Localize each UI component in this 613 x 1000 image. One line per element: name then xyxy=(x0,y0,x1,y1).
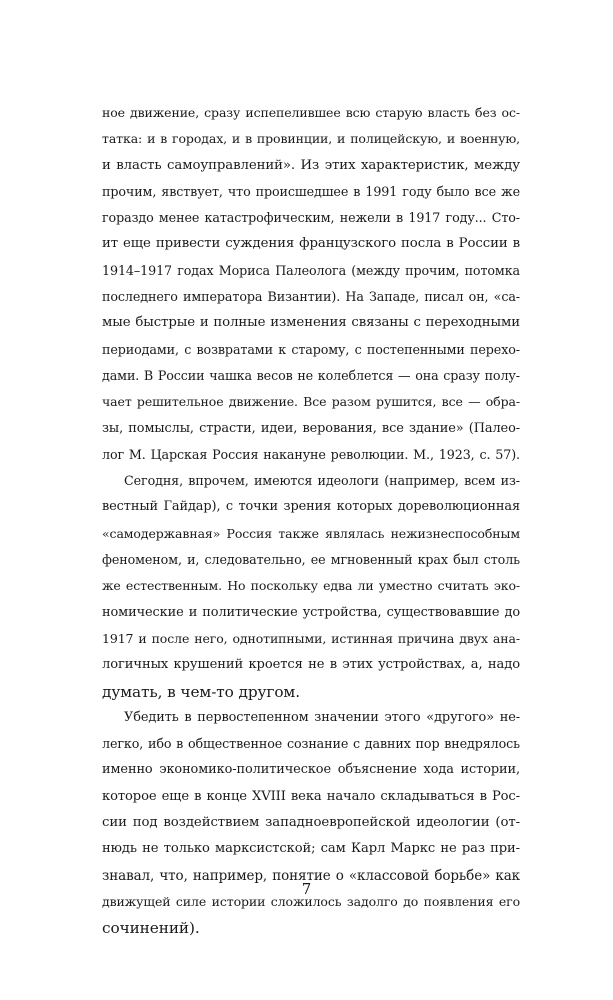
text-line: ит еще привести суждения французского посла в России в xyxy=(102,236,520,252)
page-number: 7 xyxy=(301,880,312,898)
text-line: дами. В России чашка весов не колеблется — она сразу полу- xyxy=(102,367,520,383)
text-line: чает решительное движение. Все разом рушится, все — обра- xyxy=(102,394,520,410)
text-line: «самодержавная» Россия также являлась нежизнеспособным xyxy=(102,525,520,541)
text-line: мые быстрые и полные изменения связаны с переходными xyxy=(102,315,520,331)
text-line: последнего императора Византии). На Западе, писал он, «са- xyxy=(102,289,520,305)
text-line: периодами, с возвратами к старому, с постепенными перехо- xyxy=(102,341,520,357)
text-line: вестный Гайдар), с точки зрения которых дореволюционная xyxy=(102,499,520,515)
text-line: легко, ибо в общественное сознание с давних пор внедрялось xyxy=(102,736,520,752)
text-line: логичных крушений кроется не в этих устройствах, а, надо xyxy=(102,657,520,673)
body-text xyxy=(102,100,520,942)
text-line: прочим, явствует, что происшедшее в 1991 году было все же xyxy=(102,183,520,199)
text-line: Убедить в первостепенном значении этого «другого» не- xyxy=(124,709,520,725)
text-line: именно экономико-политическое объяснение хода истории, xyxy=(102,762,520,778)
text-line: зы, помыслы, страсти, идеи, верования, все здание» (Палео- xyxy=(102,420,520,436)
text-line: и власть самоуправлений». Из этих характеристик, между xyxy=(102,157,520,173)
text-line: Сегодня, впрочем, имеются идеологи (например, всем из- xyxy=(124,473,520,489)
paragraph-1 xyxy=(102,100,520,468)
text-line: гораздо менее катастрофическим, нежели в 1917 году... Сто- xyxy=(102,210,520,226)
text-line: сии под воздействием западноевропейской идеологии (от- xyxy=(102,815,520,831)
text-line: нюдь не только марксистской; сам Карл Маркс не раз при- xyxy=(102,841,520,857)
text-line: феноменом, и, следовательно, ее мгновенный крах был столь xyxy=(102,552,520,568)
text-line: же естественным. Но поскольку едва ли уместно считать эко- xyxy=(102,578,520,594)
text-line: знавал, что, например, понятие о «классовой борьбе» как xyxy=(102,867,520,884)
text-line: лог М. Царская Россия накануне революции. М., 1923, с. 57). xyxy=(102,446,520,462)
text-line: думать, в чем-то другом. xyxy=(102,682,300,701)
text-line: 1914–1917 годах Мориса Палеолога (между прочим, потомка xyxy=(102,262,520,278)
text-line: татка: и в городах, и в провинции, и полицейскую, и военную, xyxy=(102,131,520,147)
text-line: движущей силе истории сложилось задолго до появления его xyxy=(102,893,520,909)
text-line: 1917 и после него, однотипными, истинная причина двух ана- xyxy=(102,630,520,646)
text-line: ное движение, сразу испепелившее всю старую власть без ос- xyxy=(102,105,520,120)
text-line: номические и политические устройства, существовавшие до xyxy=(102,604,520,620)
paragraph-3 xyxy=(102,705,520,942)
text-line: сочинений). xyxy=(102,919,200,938)
paragraph-2 xyxy=(102,468,520,705)
text-line: которое еще в конце XVIII века начало складываться в Рос- xyxy=(102,788,520,804)
